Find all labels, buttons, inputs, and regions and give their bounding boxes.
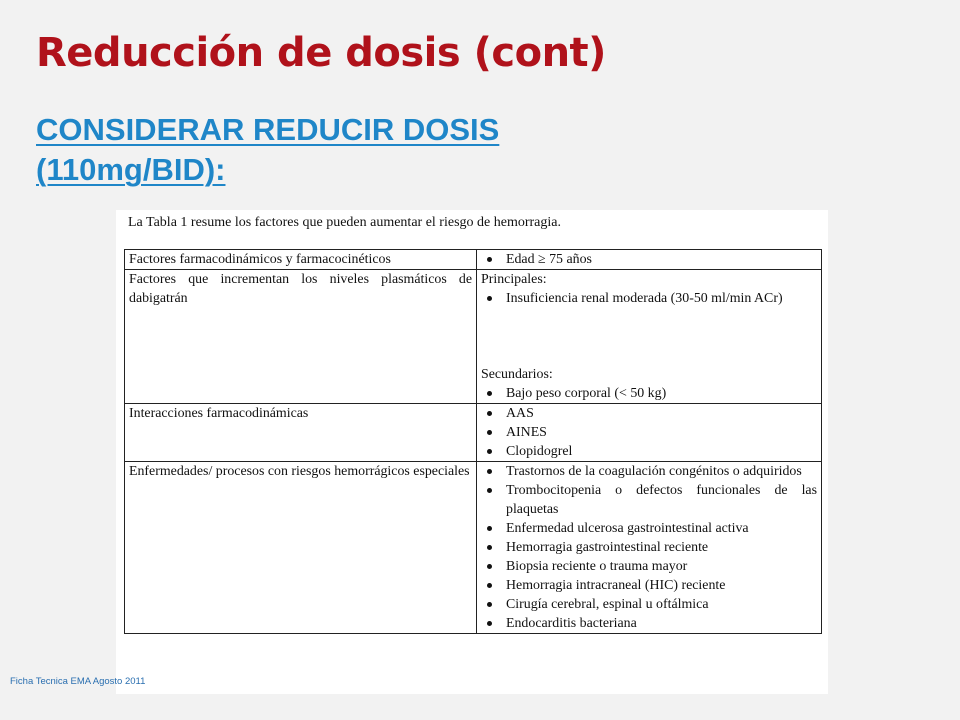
- factor-label: Enfermedades/ procesos con riesgos hemorrágicos especiales: [129, 464, 470, 479]
- factor-cell: [125, 404, 477, 462]
- factor-label: Interacciones farmacodinámicas: [129, 406, 309, 421]
- bullet-list: [481, 384, 817, 403]
- bullet-icon: [487, 602, 492, 607]
- bullet-icon: [487, 583, 492, 588]
- bullet-icon: [487, 296, 492, 301]
- items-cell: [477, 462, 822, 634]
- bullet-icon: [487, 488, 492, 493]
- bullet-list: [481, 250, 817, 269]
- secondary-label: Secundarios:: [481, 367, 553, 382]
- bullet-icon: [487, 526, 492, 531]
- list-item: AAS: [481, 404, 817, 423]
- list-item: Biopsia reciente o trauma mayor: [481, 557, 817, 576]
- bullet-icon: [487, 545, 492, 550]
- principal-label: Principales:: [481, 272, 547, 287]
- slide-title: Reducción de dosis (cont): [36, 30, 606, 76]
- list-item: Trastornos de la coagulación congénitos o adquiridos: [481, 462, 817, 481]
- bullet-icon: [487, 391, 492, 396]
- list-item: Cirugía cerebral, espinal u oftálmica: [481, 595, 817, 614]
- bullet-icon: [487, 621, 492, 626]
- items-cell: [477, 250, 822, 270]
- bullet-icon: [487, 564, 492, 569]
- table-intro-text: La Tabla 1 resume los factores que pueden aumentar el riesgo de hemorragia.: [128, 215, 561, 230]
- table-row: [125, 462, 822, 634]
- source-footnote: Ficha Tecnica EMA Agosto 2011: [10, 676, 146, 687]
- bullet-icon: [487, 411, 492, 416]
- slide-subtitle-link[interactable]: CONSIDERAR REDUCIR DOSIS (110mg/BID):: [36, 112, 500, 187]
- list-item: Bajo peso corporal (< 50 kg): [481, 384, 817, 403]
- bullet-icon: [487, 430, 492, 435]
- table-row: [125, 404, 822, 462]
- bullet-list: [481, 289, 817, 308]
- risk-factors-table: [124, 249, 822, 634]
- list-item: Hemorragia gastrointestinal reciente: [481, 538, 817, 557]
- list-item: Enfermedad ulcerosa gastrointestinal activa: [481, 519, 817, 538]
- bullet-list: [481, 462, 817, 633]
- bullet-icon: [487, 257, 492, 262]
- list-item: Edad ≥ 75 años: [481, 250, 817, 269]
- list-item: Trombocitopenia o defectos funcionales de las plaquetas: [481, 481, 817, 519]
- list-item: Clopidogrel: [481, 442, 817, 461]
- bullet-icon: [487, 469, 492, 474]
- items-cell: [477, 404, 822, 462]
- list-item: Insuficiencia renal moderada (30-50 ml/min ACr): [481, 289, 817, 308]
- factor-label: Factores que incrementan los niveles plasmáticos de dabigatrán: [129, 272, 472, 306]
- list-item: Hemorragia intracraneal (HIC) reciente: [481, 576, 817, 595]
- factor-cell: [125, 250, 477, 270]
- document-excerpt: [116, 210, 828, 694]
- bullet-list: [481, 404, 817, 461]
- factor-cell: [125, 270, 477, 404]
- table-row: [125, 250, 822, 270]
- list-item: Endocarditis bacteriana: [481, 614, 817, 633]
- bullet-icon: [487, 449, 492, 454]
- table-row: [125, 270, 822, 404]
- factor-label: Factores farmacodinámicos y farmacocinéticos: [129, 252, 391, 267]
- items-cell: [477, 270, 822, 404]
- factor-cell: [125, 462, 477, 634]
- list-item: AINES: [481, 423, 817, 442]
